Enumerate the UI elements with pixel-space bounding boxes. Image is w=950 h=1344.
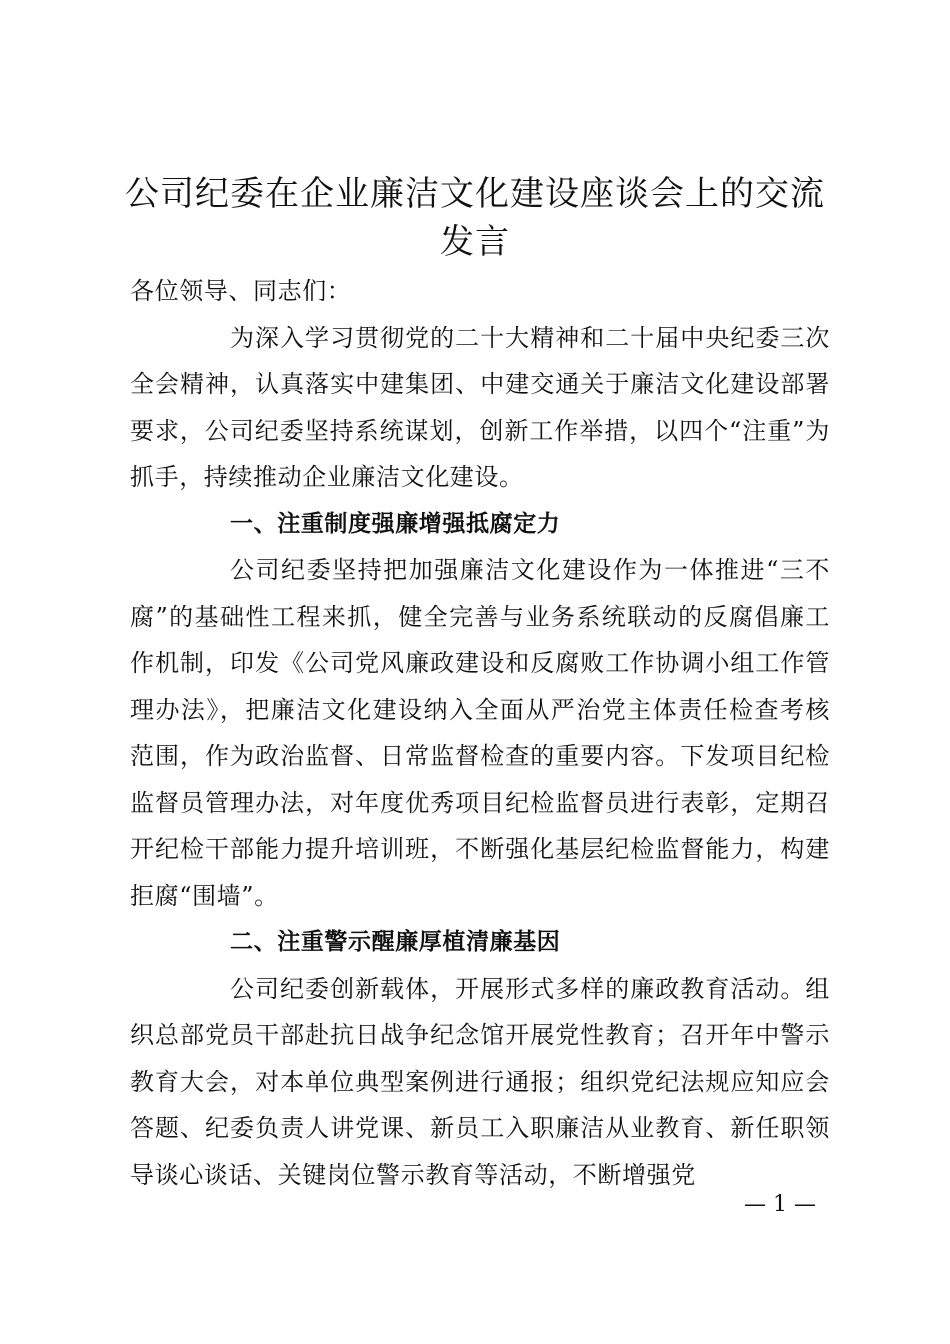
section-1-body: 公司纪委坚持把加强廉洁文化建设作为一体推进“三不腐”的基础性工程来抓，健全完善与业务系统联动的反腐倡廉工作机制，印发《公司党风廉政建设和反腐败工作协调小组工作管理办法》，把廉洁文化建设纳入全面从严治党主体责任检查考核范围，作为政治监督、日常监督检查的重要内容。下发项目纪检监督员管理办法，对年度优秀项目纪检监督员进行表彰，定期召开纪检干部能力提升培训班，不断强化基层纪检监督能力，构建拒腐“围墙”。	[130, 556, 830, 910]
section-2-heading: 二、注重警示醒廉厚植清廉基因	[230, 929, 561, 955]
document-title	[110, 170, 840, 266]
salutation: 各位领导、同志们：	[130, 277, 352, 305]
title-line-2: 发言	[440, 222, 510, 262]
document-body	[130, 268, 830, 1198]
title-line-1: 公司纪委在企业廉洁文化建设座谈会上的交流	[125, 174, 825, 214]
page-number: — 1 —	[744, 1192, 816, 1217]
section-1-heading: 一、注重制度强廉增强抵腐定力	[230, 510, 561, 537]
section-2-body: 公司纪委创新载体，开展形式多样的廉政教育活动。组织总部党员干部赴抗日战争纪念馆开展党性教育；召开年中警示教育大会，对本单位典型案例进行通报；组织党纪法规应知应会答题、纪委负责人讲党课、新员工入职廉洁从业教育、新任职领导谈心谈话、关键岗位警示教育等活动，不断增强党	[130, 974, 830, 1189]
intro-paragraph: 为深入学习贯彻党的二十大精神和二十届中央纪委三次全会精神，认真落实中建集团、中建交通关于廉洁文化建设部署要求，公司纪委坚持系统谋划，创新工作举措，以四个“注重”为抓手，持续推动企业廉洁文化建设。	[130, 323, 830, 491]
